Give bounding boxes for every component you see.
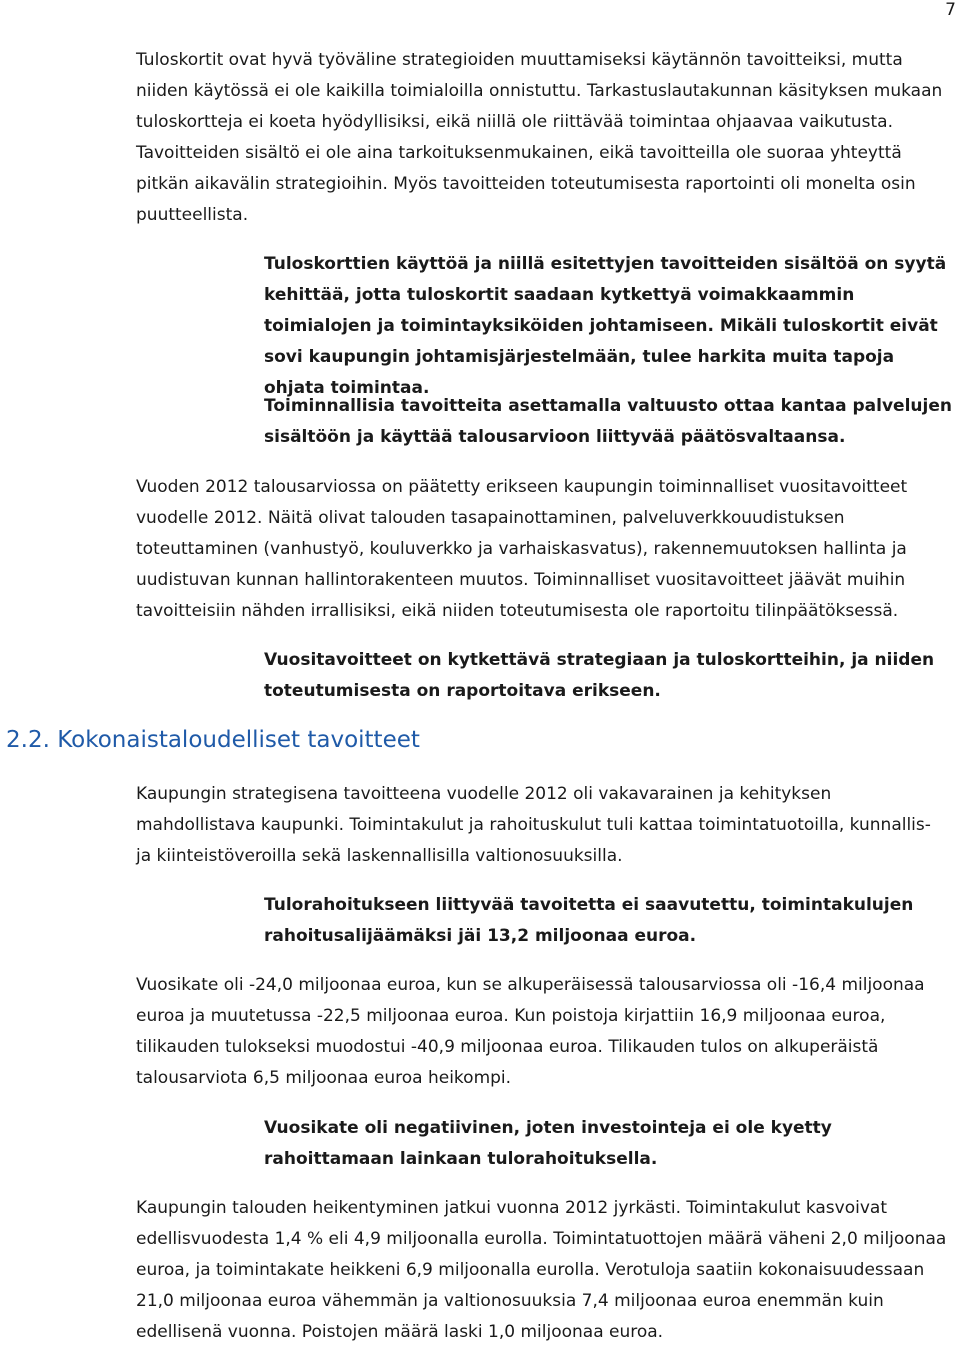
finding-income-financing: Tulorahoitukseen liittyvää tavoitetta ei saavutettu, toimintakulujen rahoitusalijäämäksi jäi 13,2 miljoonaa euroa.: [264, 895, 914, 946]
section-heading: 2.2. Kokonaistaloudelliset tavoitteet: [6, 727, 420, 753]
recommendation-scorecards: Tuloskorttien käyttöä ja niillä esitettyjen tavoitteiden sisältöä on syytä kehittää, jotta tuloskortit saadaan kytkettyä voimakkaammin toimialojen ja toimintayksiköiden johtamiseen. Mikäli tuloskortit eivät sovi kaupungin johtamisjärjestelmään, tulee harkita muita tapoja ohjata toimintaa.: [264, 254, 947, 398]
recommendation-annual-goals: Vuositavoitteet on kytkettävä strategiaan ja tuloskortteihin, ja niiden toteutumisesta on raportoitava erikseen.: [264, 650, 935, 701]
finding-negative-margin: Vuosikate oli negatiivinen, joten investointeja ei ole kyetty rahoittamaan lainkaan tulorahoituksella.: [264, 1118, 832, 1169]
paragraph-economy-decline: Kaupungin talouden heikentyminen jatkui vuonna 2012 jyrkästi. Toimintakulut kasvoivat edellisvuodesta 1,4 % eli 4,9 miljoonalla eurolla. Toimintatuottojen määrä väheni 2,0 miljoonaa euroa, ja toimintakate heikkeni 6,9 miljoonalla eurolla. Verotuloja saatiin kokonaisuudessaan 21,0 miljoonaa euroa vähemmän ja valtionosuuksia 7,4 miljoonaa euroa enemmän kuin edellisenä vuonna. Poistojen määrä laski 1,0 miljoonaa euroa.: [136, 1198, 947, 1342]
paragraph-annual-margin: Vuosikate oli -24,0 miljoonaa euroa, kun se alkuperäisessä talousarviossa oli -16,4 miljoonaa euroa ja muutetussa -22,5 miljoonaa euroa. Kun poistoja kirjattiin 16,9 miljoonaa euroa, tilikauden tulokseksi muodostui -40,9 miljoonaa euroa. Tilikauden tulos on alkuperäistä talousarviota 6,5 miljoonaa euroa heikompi.: [136, 975, 925, 1088]
paragraph-annual-goals: Vuoden 2012 talousarviossa on päätetty erikseen kaupungin toiminnalliset vuositavoitteet vuodelle 2012. Näitä olivat talouden tasapainottaminen, palveluverkkouudistuksen toteuttaminen (vanhustyö, kouluverkko ja varhaiskasvatus), rakennemuutoksen hallinta ja uudistuvan kunnan hallintorakenteen muutos. Toiminnalliset vuositavoitteet jäävät muihin tavoitteisiin nähden irrallisiksi, eikä niiden toteutumisesta ole raportoitu tilinpäätöksessä.: [136, 477, 908, 621]
paragraph-strategic-goal: Kaupungin strategisena tavoitteena vuodelle 2012 oli vakavarainen ja kehityksen mahdollistava kaupunki. Toimintakulut ja rahoituskulut tuli kattaa toimintatuotoilla, kunnallis- ja kiinteistöveroilla sekä laskennallisilla valtionosuuksilla.: [136, 784, 931, 866]
recommendation-operational-goals: Toiminnallisia tavoitteita asettamalla valtuusto ottaa kantaa palvelujen sisältöön ja käyttää talousarvioon liittyvää päätösvaltaansa.: [264, 396, 952, 447]
paragraph-scorecards: Tuloskortit ovat hyvä työväline strategioiden muuttamiseksi käytännön tavoitteiksi, mutta niiden käytössä ei ole kaikilla toimialoilla onnistuttu. Tarkastuslautakunnan käsityksen mukaan tuloskortteja ei koeta hyödyllisiksi, eikä niillä ole riittävää toimintaa ohjaavaa vaikutusta. Tavoitteiden sisältö ei ole aina tarkoituksenmukainen, eikä tavoitteilla ole suoraa yhteyttä pitkän aikavälin strategioihin. Myös tavoitteiden toteutumisesta raportointi oli monelta osin puutteellista.: [136, 50, 943, 225]
page-number: 7: [945, 0, 956, 20]
